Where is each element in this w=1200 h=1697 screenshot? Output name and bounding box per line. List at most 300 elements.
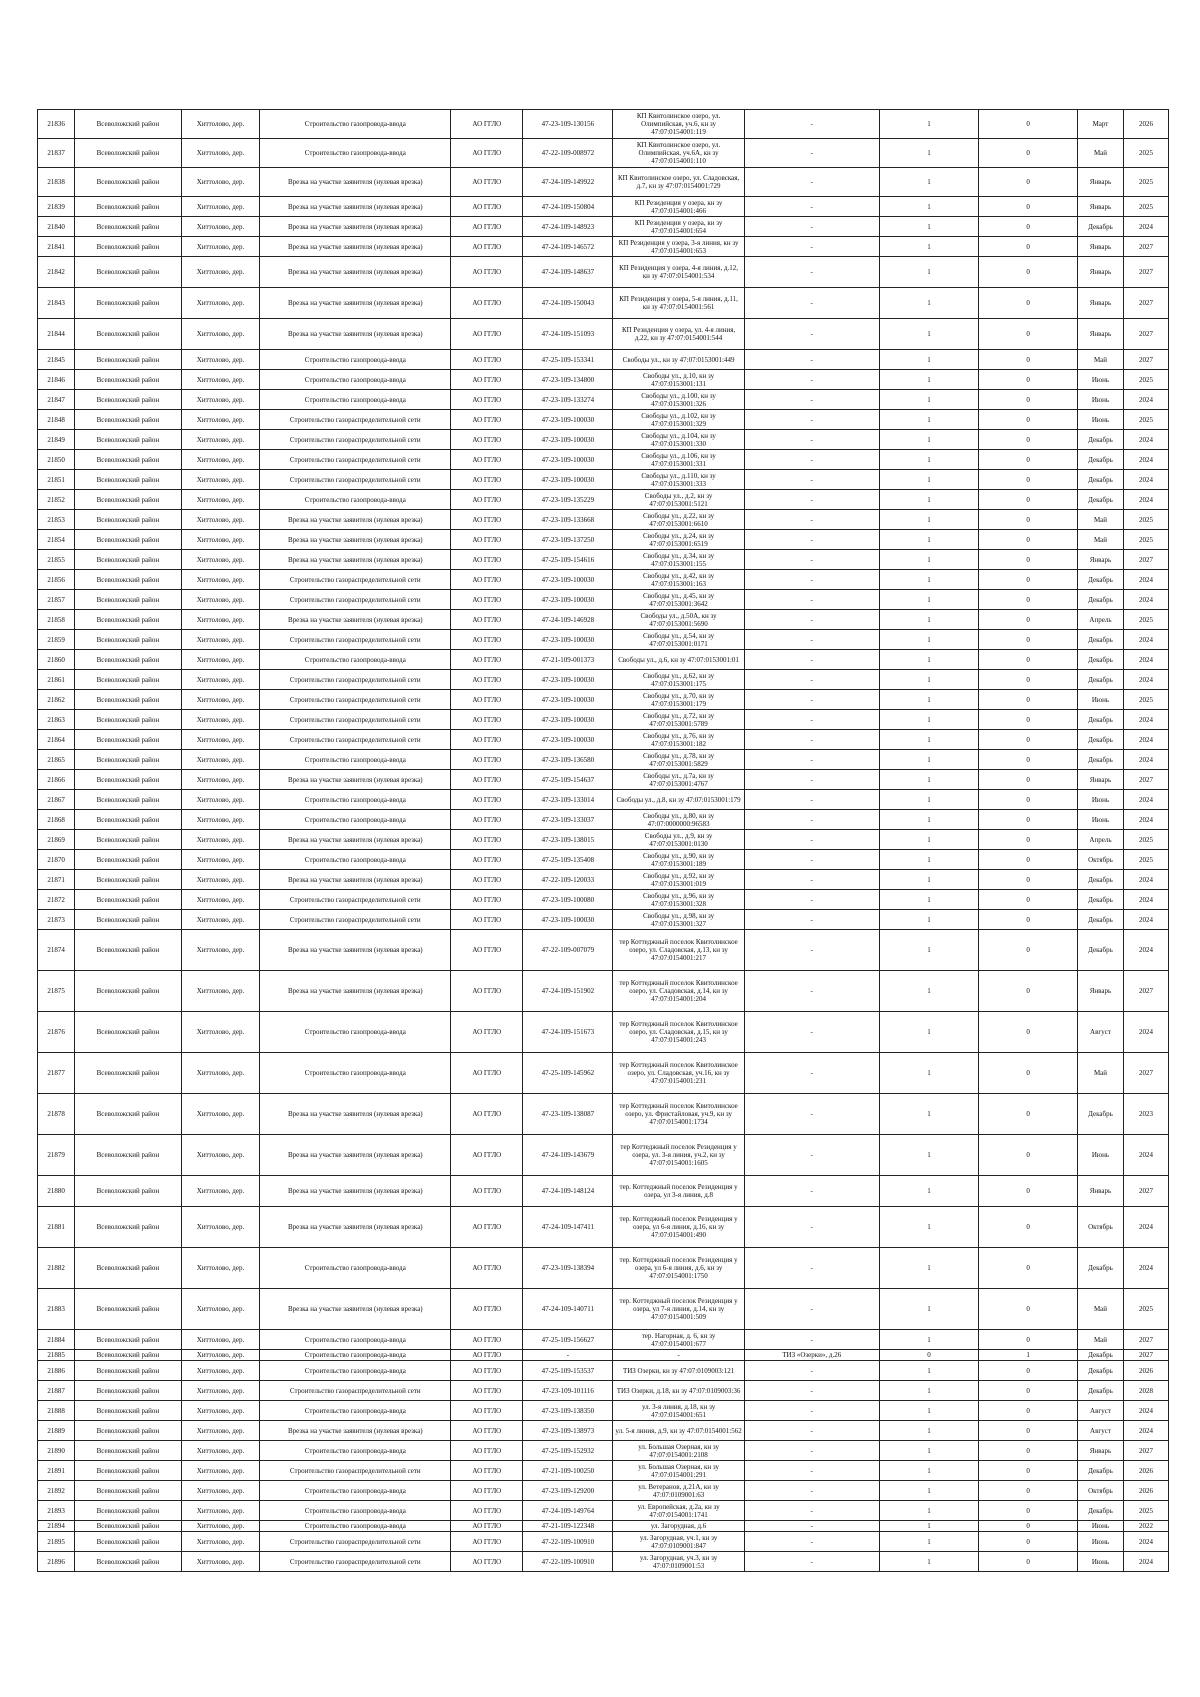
object-cell: - [744, 870, 879, 890]
organization-cell: АО ГГЛО [451, 930, 523, 971]
year-cell: 2026 [1123, 1481, 1168, 1501]
row-number-cell: 21893 [38, 1501, 75, 1521]
application-code-cell: 47-24-109-149764 [523, 1501, 613, 1521]
settlement-cell: Хиттолово, дер. [181, 1441, 260, 1461]
address-cell: Свободы ул., д.78, кн зу 47:07:0153001:5829 [613, 750, 745, 770]
district-cell: Всеволожский район [75, 1381, 181, 1401]
object-cell: - [744, 830, 879, 850]
work-type-cell: Строительство газораспределительной сети [260, 470, 451, 490]
count-b-cell: 0 [979, 110, 1078, 139]
organization-cell: АО ГГЛО [451, 510, 523, 530]
district-cell: Всеволожский район [75, 197, 181, 217]
organization-cell: АО ГГЛО [451, 1461, 523, 1481]
application-code-cell: 47-23-109-134800 [523, 370, 613, 390]
settlement-cell: Хиттолово, дер. [181, 288, 260, 319]
count-b-cell: 0 [979, 790, 1078, 810]
district-cell: Всеволожский район [75, 570, 181, 590]
row-number-cell: 21862 [38, 690, 75, 710]
table-row [38, 870, 1169, 890]
district-cell: Всеволожский район [75, 1289, 181, 1330]
count-a-cell: 1 [879, 590, 979, 610]
month-cell: Июнь [1077, 810, 1123, 830]
application-code-cell: 47-22-109-100910 [523, 1552, 613, 1572]
district-cell: Всеволожский район [75, 910, 181, 930]
count-a-cell: 1 [879, 550, 979, 570]
object-cell: - [744, 1501, 879, 1521]
organization-cell: АО ГГЛО [451, 1521, 523, 1532]
month-cell: Март [1077, 110, 1123, 139]
row-number-cell: 21838 [38, 168, 75, 197]
address-cell: КП Квитолинское озеро, ул. Олимпийская, уч.6А, кн зу 47:07:0154001:110 [613, 139, 745, 168]
application-code-cell: 47-23-109-138350 [523, 1401, 613, 1421]
work-type-cell: Строительство газопровода-ввода [260, 1012, 451, 1053]
row-number-cell: 21874 [38, 930, 75, 971]
work-type-cell: Строительство газораспределительной сети [260, 450, 451, 470]
organization-cell: АО ГГЛО [451, 1361, 523, 1381]
work-type-cell: Врезка на участке заявителя (нулевая врезка) [260, 610, 451, 630]
count-b-cell: 0 [979, 850, 1078, 870]
count-b-cell: 0 [979, 197, 1078, 217]
row-number-cell: 21877 [38, 1053, 75, 1094]
object-cell: - [744, 257, 879, 288]
organization-cell: АО ГГЛО [451, 139, 523, 168]
application-code-cell: 47-24-109-151673 [523, 1012, 613, 1053]
settlement-cell: Хиттолово, дер. [181, 1012, 260, 1053]
object-cell: - [744, 370, 879, 390]
address-cell: Свободы ул., д.24, кн зу 47:07:0153001:6519 [613, 530, 745, 550]
organization-cell: АО ГГЛО [451, 790, 523, 810]
application-code-cell: 47-23-109-100030 [523, 910, 613, 930]
count-a-cell: 1 [879, 490, 979, 510]
address-cell: Свободы ул., д.50А, кн зу 47:07:0153001:5690 [613, 610, 745, 630]
count-a-cell: 1 [879, 630, 979, 650]
organization-cell: АО ГГЛО [451, 350, 523, 370]
district-cell: Всеволожский район [75, 750, 181, 770]
work-type-cell: Строительство газопровода-ввода [260, 350, 451, 370]
district-cell: Всеволожский район [75, 350, 181, 370]
settlement-cell: Хиттолово, дер. [181, 650, 260, 670]
count-a-cell: 1 [879, 470, 979, 490]
settlement-cell: Хиттолово, дер. [181, 197, 260, 217]
object-cell: - [744, 550, 879, 570]
organization-cell: АО ГГЛО [451, 1350, 523, 1361]
year-cell: 2025 [1123, 510, 1168, 530]
work-type-cell: Строительство газопровода-ввода [260, 1501, 451, 1521]
district-cell: Всеволожский район [75, 830, 181, 850]
month-cell: Январь [1077, 1441, 1123, 1461]
count-b-cell: 0 [979, 730, 1078, 750]
object-cell: - [744, 670, 879, 690]
organization-cell: АО ГГЛО [451, 470, 523, 490]
settlement-cell: Хиттолово, дер. [181, 1289, 260, 1330]
table-row [38, 410, 1169, 430]
month-cell: Июнь [1077, 410, 1123, 430]
application-code-cell: 47-23-109-129200 [523, 1481, 613, 1501]
count-a-cell: 1 [879, 570, 979, 590]
year-cell: 2022 [1123, 1521, 1168, 1532]
object-cell: - [744, 1441, 879, 1461]
settlement-cell: Хиттолово, дер. [181, 1207, 260, 1248]
year-cell: 2027 [1123, 1176, 1168, 1207]
table-row [38, 770, 1169, 790]
table-row [38, 139, 1169, 168]
object-cell: - [744, 450, 879, 470]
object-cell: - [744, 1381, 879, 1401]
object-cell: - [744, 1481, 879, 1501]
address-cell: Свободы ул., д.96, кн зу 47:07:0153001:328 [613, 890, 745, 910]
address-cell: тер Коттеджный поселок Квитолинское озеро, ул. Фристайловая, уч.9, кн зу 47:07:0154001:1734 [613, 1094, 745, 1135]
settlement-cell: Хиттолово, дер. [181, 1381, 260, 1401]
count-b-cell: 0 [979, 1135, 1078, 1176]
year-cell: 2024 [1123, 730, 1168, 750]
row-number-cell: 21864 [38, 730, 75, 750]
address-cell: КП Квитолинское озеро, ул. Сладовская, д.7, кн зу 47:07:0154001:729 [613, 168, 745, 197]
object-cell: - [744, 1330, 879, 1350]
application-code-cell: 47-23-109-138394 [523, 1248, 613, 1289]
month-cell: Январь [1077, 257, 1123, 288]
row-number-cell: 21889 [38, 1421, 75, 1441]
table-row [38, 590, 1169, 610]
count-a-cell: 1 [879, 1289, 979, 1330]
district-cell: Всеволожский район [75, 1532, 181, 1552]
address-cell: тер Коттеджный поселок Квитолинское озеро, ул. Сладовская, уч.16, кн зу 47:07:0154001:231 [613, 1053, 745, 1094]
application-code-cell: 47-23-109-133014 [523, 790, 613, 810]
district-cell: Всеволожский район [75, 590, 181, 610]
count-b-cell: 1 [979, 1350, 1078, 1361]
month-cell: Декабрь [1077, 710, 1123, 730]
object-cell: - [744, 110, 879, 139]
year-cell: 2027 [1123, 770, 1168, 790]
address-cell: тер. Коттеджный поселок Резиденция у озера, ул 6-я линия, д.6, кн зу 47:07:0154001:1750 [613, 1248, 745, 1289]
work-type-cell: Строительство газопровода-ввода [260, 390, 451, 410]
year-cell: 2024 [1123, 450, 1168, 470]
organization-cell: АО ГГЛО [451, 217, 523, 237]
settlement-cell: Хиттолово, дер. [181, 530, 260, 550]
work-type-cell: Строительство газораспределительной сети [260, 1532, 451, 1552]
year-cell: 2025 [1123, 168, 1168, 197]
address-cell: КП Резиденция у озера, кн зу 47:07:0154001:654 [613, 217, 745, 237]
count-a-cell: 1 [879, 237, 979, 257]
object-cell: - [744, 770, 879, 790]
year-cell: 2026 [1123, 1461, 1168, 1481]
application-code-cell: 47-21-109-122348 [523, 1521, 613, 1532]
application-code-cell: 47-24-109-148923 [523, 217, 613, 237]
settlement-cell: Хиттолово, дер. [181, 1176, 260, 1207]
year-cell: 2025 [1123, 139, 1168, 168]
district-cell: Всеволожский район [75, 168, 181, 197]
object-cell: - [744, 1401, 879, 1421]
address-cell: ул. Большая Озерная, кн зу 47:07:0154001:291 [613, 1461, 745, 1481]
row-number-cell: 21844 [38, 319, 75, 350]
work-type-cell: Врезка на участке заявителя (нулевая врезка) [260, 1176, 451, 1207]
work-type-cell: Врезка на участке заявителя (нулевая врезка) [260, 930, 451, 971]
count-a-cell: 1 [879, 168, 979, 197]
row-number-cell: 21894 [38, 1521, 75, 1532]
year-cell: 2025 [1123, 197, 1168, 217]
row-number-cell: 21884 [38, 1330, 75, 1350]
address-cell: ул. 5-я линия, д.9, кн зу 47:07:0154001:562 [613, 1421, 745, 1441]
year-cell: 2025 [1123, 690, 1168, 710]
address-cell: КП Резиденция у озера, ул. 4-я линия, д.22, кн зу 47:07:0154001:544 [613, 319, 745, 350]
table-row [38, 390, 1169, 410]
address-cell: ул. Ветеранов, д.21А, кн зу 47:07:0109001:63 [613, 1481, 745, 1501]
settlement-cell: Хиттолово, дер. [181, 1481, 260, 1501]
district-cell: Всеволожский район [75, 1330, 181, 1350]
work-type-cell: Врезка на участке заявителя (нулевая врезка) [260, 830, 451, 850]
address-cell: ул. Загорудная, д.6 [613, 1521, 745, 1532]
count-b-cell: 0 [979, 370, 1078, 390]
district-cell: Всеволожский район [75, 790, 181, 810]
row-number-cell: 21872 [38, 890, 75, 910]
object-cell: - [744, 971, 879, 1012]
application-code-cell: 47-23-109-133037 [523, 810, 613, 830]
object-cell: - [744, 1207, 879, 1248]
application-code-cell: 47-23-109-138973 [523, 1421, 613, 1441]
settlement-cell: Хиттолово, дер. [181, 1461, 260, 1481]
row-number-cell: 21847 [38, 390, 75, 410]
count-a-cell: 1 [879, 319, 979, 350]
month-cell: Июнь [1077, 1532, 1123, 1552]
table-row [38, 1441, 1169, 1461]
address-cell: Свободы ул., д.104, кн зу 47:07:0153001:330 [613, 430, 745, 450]
address-cell: Свободы ул., д.6, кн зу 47:07:0153001:01 [613, 650, 745, 670]
row-number-cell: 21861 [38, 670, 75, 690]
count-b-cell: 0 [979, 690, 1078, 710]
address-cell: тер. Коттеджный поселок Резиденция у озера, ул 3-я линия, д.8 [613, 1176, 745, 1207]
address-cell: Свободы ул., д.70, кн зу 47:07:0153001:179 [613, 690, 745, 710]
table-row [38, 610, 1169, 630]
count-a-cell: 1 [879, 370, 979, 390]
object-cell: - [744, 410, 879, 430]
count-b-cell: 0 [979, 710, 1078, 730]
settlement-cell: Хиттолово, дер. [181, 370, 260, 390]
count-b-cell: 0 [979, 971, 1078, 1012]
settlement-cell: Хиттолово, дер. [181, 610, 260, 630]
row-number-cell: 21859 [38, 630, 75, 650]
organization-cell: АО ГГЛО [451, 410, 523, 430]
application-code-cell: 47-25-109-152932 [523, 1441, 613, 1461]
object-cell: - [744, 1135, 879, 1176]
address-cell: Свободы ул., д.90, кн зу 47:07:0153001:189 [613, 850, 745, 870]
object-cell: - [744, 1521, 879, 1532]
application-code-cell: 47-24-109-151902 [523, 971, 613, 1012]
count-a-cell: 1 [879, 350, 979, 370]
organization-cell: АО ГГЛО [451, 610, 523, 630]
month-cell: Май [1077, 1289, 1123, 1330]
year-cell: 2025 [1123, 1501, 1168, 1521]
year-cell: 2027 [1123, 550, 1168, 570]
count-a-cell: 1 [879, 197, 979, 217]
count-a-cell: 1 [879, 770, 979, 790]
district-cell: Всеволожский район [75, 670, 181, 690]
year-cell: 2026 [1123, 110, 1168, 139]
count-b-cell: 0 [979, 1053, 1078, 1094]
work-type-cell: Строительство газораспределительной сети [260, 410, 451, 430]
address-cell: Свободы ул., д.98, кн зу 47:07:0153001:327 [613, 910, 745, 930]
year-cell: 2024 [1123, 1135, 1168, 1176]
work-type-cell: Строительство газораспределительной сети [260, 1552, 451, 1572]
row-number-cell: 21873 [38, 910, 75, 930]
row-number-cell: 21892 [38, 1481, 75, 1501]
district-cell: Всеволожский район [75, 410, 181, 430]
address-cell: КП Резиденция у озера, 3-я линия, кн зу 47:07:0154001:653 [613, 237, 745, 257]
application-code-cell: 47-22-109-007079 [523, 930, 613, 971]
count-b-cell: 0 [979, 930, 1078, 971]
table-row [38, 1481, 1169, 1501]
district-cell: Всеволожский район [75, 370, 181, 390]
table-row [38, 470, 1169, 490]
month-cell: Декабрь [1077, 1381, 1123, 1401]
year-cell: 2025 [1123, 370, 1168, 390]
settlement-cell: Хиттолово, дер. [181, 1350, 260, 1361]
address-cell: тер Коттеджный поселок Квитолинское озеро, ул. Сладовская, д.14, кн зу 47:07:0154001:204 [613, 971, 745, 1012]
district-cell: Всеволожский район [75, 930, 181, 971]
work-type-cell: Строительство газораспределительной сети [260, 1461, 451, 1481]
settlement-cell: Хиттолово, дер. [181, 910, 260, 930]
table-row [38, 1207, 1169, 1248]
district-cell: Всеволожский район [75, 971, 181, 1012]
count-a-cell: 1 [879, 890, 979, 910]
address-cell: Свободы ул., кн зу 47:07:0153001:449 [613, 350, 745, 370]
application-code-cell: 47-23-109-100030 [523, 450, 613, 470]
district-cell: Всеволожский район [75, 810, 181, 830]
table-row [38, 1421, 1169, 1441]
application-code-cell: 47-25-109-154637 [523, 770, 613, 790]
month-cell: Декабрь [1077, 1501, 1123, 1521]
month-cell: Декабрь [1077, 1361, 1123, 1381]
organization-cell: АО ГГЛО [451, 730, 523, 750]
object-cell: - [744, 1289, 879, 1330]
count-b-cell: 0 [979, 870, 1078, 890]
district-cell: Всеволожский район [75, 1094, 181, 1135]
month-cell: Май [1077, 530, 1123, 550]
month-cell: Октябрь [1077, 1207, 1123, 1248]
settlement-cell: Хиттолово, дер. [181, 217, 260, 237]
settlement-cell: Хиттолово, дер. [181, 1521, 260, 1532]
table-row [38, 510, 1169, 530]
count-a-cell: 1 [879, 971, 979, 1012]
work-type-cell: Строительство газораспределительной сети [260, 730, 451, 750]
row-number-cell: 21878 [38, 1094, 75, 1135]
count-a-cell: 1 [879, 1135, 979, 1176]
count-a-cell: 1 [879, 650, 979, 670]
count-a-cell: 1 [879, 850, 979, 870]
address-cell: Свободы ул., д.76, кн зу 47:07:0153001:182 [613, 730, 745, 750]
year-cell: 2028 [1123, 1381, 1168, 1401]
application-code-cell: 47-21-109-001373 [523, 650, 613, 670]
application-code-cell: 47-25-109-153537 [523, 1361, 613, 1381]
organization-cell: АО ГГЛО [451, 1094, 523, 1135]
object-cell: - [744, 470, 879, 490]
settlement-cell: Хиттолово, дер. [181, 870, 260, 890]
row-number-cell: 21857 [38, 590, 75, 610]
month-cell: Октябрь [1077, 1481, 1123, 1501]
table-row [38, 1461, 1169, 1481]
month-cell: Январь [1077, 971, 1123, 1012]
address-cell: Свободы ул., д.72, кн зу 47:07:0153001:5789 [613, 710, 745, 730]
application-code-cell: 47-25-109-154616 [523, 550, 613, 570]
table-row [38, 1532, 1169, 1552]
count-b-cell: 0 [979, 810, 1078, 830]
month-cell: Декабрь [1077, 750, 1123, 770]
settlement-cell: Хиттолово, дер. [181, 1532, 260, 1552]
work-type-cell: Врезка на участке заявителя (нулевая врезка) [260, 870, 451, 890]
count-b-cell: 0 [979, 1176, 1078, 1207]
object-cell: - [744, 790, 879, 810]
year-cell: 2024 [1123, 217, 1168, 237]
settlement-cell: Хиттолово, дер. [181, 1135, 260, 1176]
settlement-cell: Хиттолово, дер. [181, 810, 260, 830]
district-cell: Всеволожский район [75, 1401, 181, 1421]
object-cell: - [744, 1012, 879, 1053]
month-cell: Декабрь [1077, 910, 1123, 930]
district-cell: Всеволожский район [75, 550, 181, 570]
row-number-cell: 21853 [38, 510, 75, 530]
address-cell: Свободы ул., д.80, кн зу 47:07:0000000:96583 [613, 810, 745, 830]
gasification-schedule-table [37, 109, 1169, 1572]
month-cell: Декабрь [1077, 430, 1123, 450]
row-number-cell: 21858 [38, 610, 75, 630]
row-number-cell: 21856 [38, 570, 75, 590]
table-row [38, 650, 1169, 670]
count-a-cell: 1 [879, 610, 979, 630]
month-cell: Декабрь [1077, 1350, 1123, 1361]
year-cell: 2027 [1123, 1053, 1168, 1094]
year-cell: 2023 [1123, 1094, 1168, 1135]
application-code-cell: 47-23-109-133274 [523, 390, 613, 410]
count-b-cell: 0 [979, 217, 1078, 237]
organization-cell: АО ГГЛО [451, 430, 523, 450]
count-b-cell: 0 [979, 139, 1078, 168]
month-cell: Октябрь [1077, 850, 1123, 870]
address-cell: ул. Большая Озерная, кн зу 47:07:0154001:2108 [613, 1441, 745, 1461]
work-type-cell: Строительство газораспределительной сети [260, 910, 451, 930]
application-code-cell: 47-24-109-143679 [523, 1135, 613, 1176]
count-a-cell: 1 [879, 730, 979, 750]
district-cell: Всеволожский район [75, 1176, 181, 1207]
row-number-cell: 21837 [38, 139, 75, 168]
month-cell: Январь [1077, 319, 1123, 350]
district-cell: Всеволожский район [75, 530, 181, 550]
district-cell: Всеволожский район [75, 890, 181, 910]
month-cell: Декабрь [1077, 870, 1123, 890]
application-code-cell: 47-23-109-101116 [523, 1381, 613, 1401]
row-number-cell: 21854 [38, 530, 75, 550]
application-code-cell: 47-22-109-008972 [523, 139, 613, 168]
table-row [38, 490, 1169, 510]
month-cell: Декабрь [1077, 1461, 1123, 1481]
count-a-cell: 1 [879, 1094, 979, 1135]
month-cell: Декабрь [1077, 930, 1123, 971]
organization-cell: АО ГГЛО [451, 1532, 523, 1552]
settlement-cell: Хиттолово, дер. [181, 490, 260, 510]
work-type-cell: Строительство газопровода-ввода [260, 139, 451, 168]
month-cell: Декабрь [1077, 590, 1123, 610]
table-row [38, 1552, 1169, 1572]
year-cell: 2024 [1123, 870, 1168, 890]
month-cell: Июнь [1077, 370, 1123, 390]
settlement-cell: Хиттолово, дер. [181, 890, 260, 910]
work-type-cell: Строительство газораспределительной сети [260, 570, 451, 590]
settlement-cell: Хиттолово, дер. [181, 630, 260, 650]
row-number-cell: 21841 [38, 237, 75, 257]
object-cell: - [744, 930, 879, 971]
year-cell: 2025 [1123, 530, 1168, 550]
address-cell: Свободы ул., д.10, кн зу 47:07:0153001:131 [613, 370, 745, 390]
district-cell: Всеволожский район [75, 390, 181, 410]
object-cell: - [744, 1176, 879, 1207]
application-code-cell: 47-23-109-130156 [523, 110, 613, 139]
